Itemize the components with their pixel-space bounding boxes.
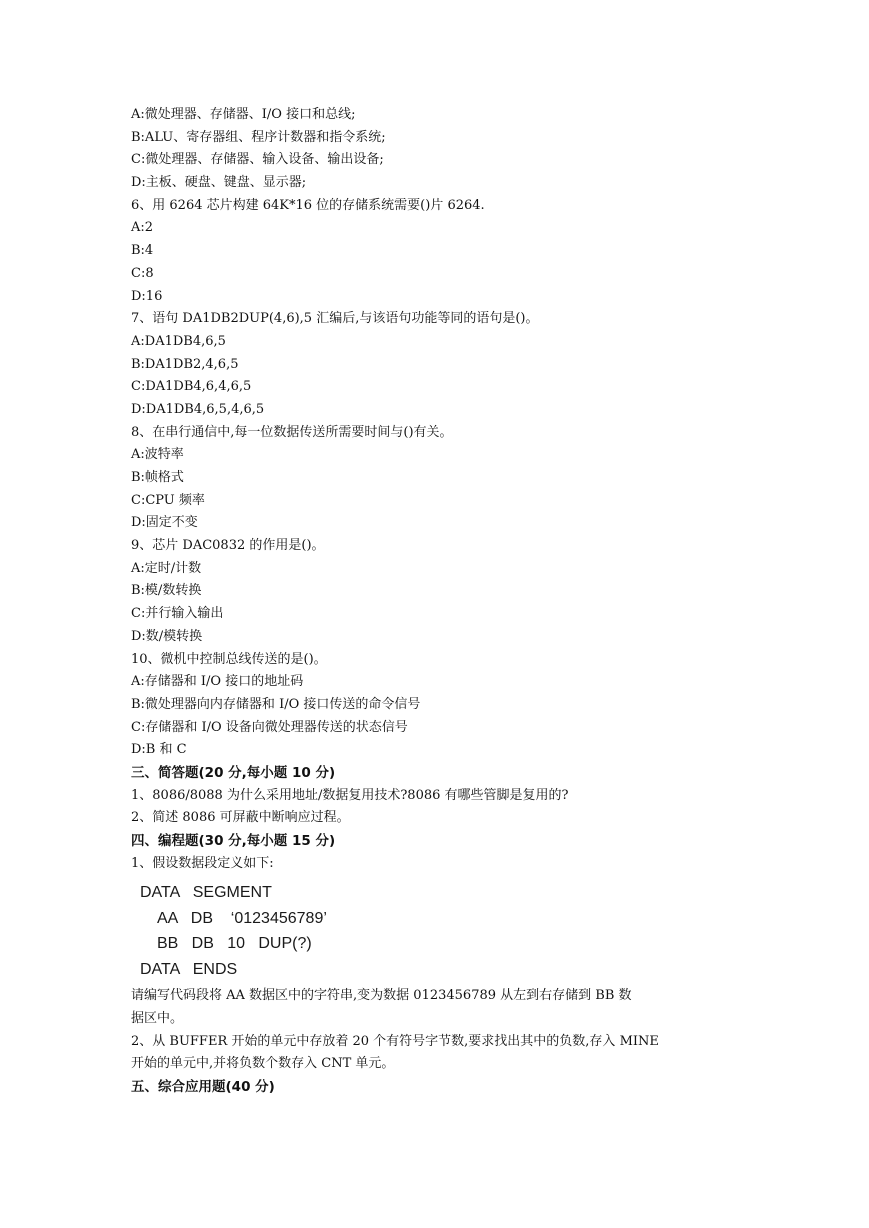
answer-option: D:固定不变 <box>131 515 198 531</box>
question-text: 2、简述 8086 可屏蔽中断响应过程。 <box>131 810 350 826</box>
answer-option: B:模/数转换 <box>131 583 202 599</box>
code-block <box>140 880 751 982</box>
section-heading: 四、编程题(30 分,每小题 15 分) <box>131 833 336 849</box>
answer-option: B:4 <box>131 243 154 259</box>
code-line: AA DB ‘0123456789’ <box>157 909 327 927</box>
answer-option: B:DA1DB2,4,6,5 <box>131 356 239 372</box>
answer-option: C:DA1DB4,6,4,6,5 <box>131 379 252 395</box>
code-line: DATA ENDS <box>140 960 238 978</box>
answer-option: D:主板、硬盘、键盘、显示器; <box>131 175 307 191</box>
questions-section <box>131 104 751 875</box>
answer-option: A:DA1DB4,6,5 <box>131 333 226 349</box>
answer-option: C:8 <box>131 265 154 281</box>
answer-option: B:微处理器向内存储器和 I/O 接口传送的命令信号 <box>131 696 421 712</box>
section-heading: 三、简答题(20 分,每小题 10 分) <box>131 764 336 781</box>
code-line: BB DB 10 DUP(?) <box>157 935 312 953</box>
answer-option: D:16 <box>131 288 163 304</box>
answer-option: A:定时/计数 <box>131 560 202 576</box>
answer-option: D:DA1DB4,6,5,4,6,5 <box>131 401 265 417</box>
answer-option: A:波特率 <box>131 447 184 463</box>
question-text: 10、微机中控制总线传送的是()。 <box>131 651 327 667</box>
answer-option: C:微处理器、存储器、输入设备、输出设备; <box>131 152 384 168</box>
question-text: 8、在串行通信中,每一位数据传送所需要时间与()有关。 <box>131 424 453 440</box>
answer-option: A:微处理器、存储器、I/O 接口和总线; <box>131 107 356 122</box>
answer-option: D:数/模转换 <box>131 628 203 644</box>
question-text: 1、8086/8088 为什么采用地址/数据复用技术?8086 有哪些管脚是复用的? <box>131 787 569 803</box>
section-heading: 五、综合应用题(40 分) <box>131 1079 275 1096</box>
answer-option: A:存储器和 I/O 接口的地址码 <box>131 674 304 690</box>
paragraph-line: 请编写代码段将 AA 数据区中的字符串,变为数据 0123456789 从左到右存储到 BB 数 <box>131 988 632 1004</box>
answer-option: C:并行输入输出 <box>131 606 224 622</box>
answer-option: C:存储器和 I/O 设备向微处理器传送的状态信号 <box>131 719 408 735</box>
answer-option: D:B 和 C <box>131 742 187 758</box>
code-line: DATA SEGMENT <box>140 884 272 902</box>
paragraph-line: 开始的单元中,并将负数个数存入 CNT 单元。 <box>131 1056 395 1072</box>
programming-section <box>131 985 751 1098</box>
question-text: 7、语句 DA1DB2DUP(4,6),5 汇编后,与该语句功能等同的语句是()。 <box>131 311 539 327</box>
answer-option: C:CPU 频率 <box>131 492 205 508</box>
answer-option: A:2 <box>131 220 154 236</box>
question-text: 6、用 6264 芯片构建 64K*16 位的存储系统需要()片 6264. <box>131 197 485 213</box>
paragraph-line: 据区中。 <box>131 1011 184 1027</box>
answer-option: B:ALU、寄存器组、程序计数器和指令系统; <box>131 129 386 145</box>
document-content <box>131 104 751 1099</box>
question-text: 1、假设数据段定义如下: <box>131 855 274 871</box>
paragraph-line: 2、从 BUFFER 开始的单元中存放着 20 个有符号字节数,要求找出其中的负数,存入 MINE <box>131 1033 659 1049</box>
question-text: 9、芯片 DAC0832 的作用是()。 <box>131 538 325 554</box>
answer-option: B:帧格式 <box>131 470 184 485</box>
